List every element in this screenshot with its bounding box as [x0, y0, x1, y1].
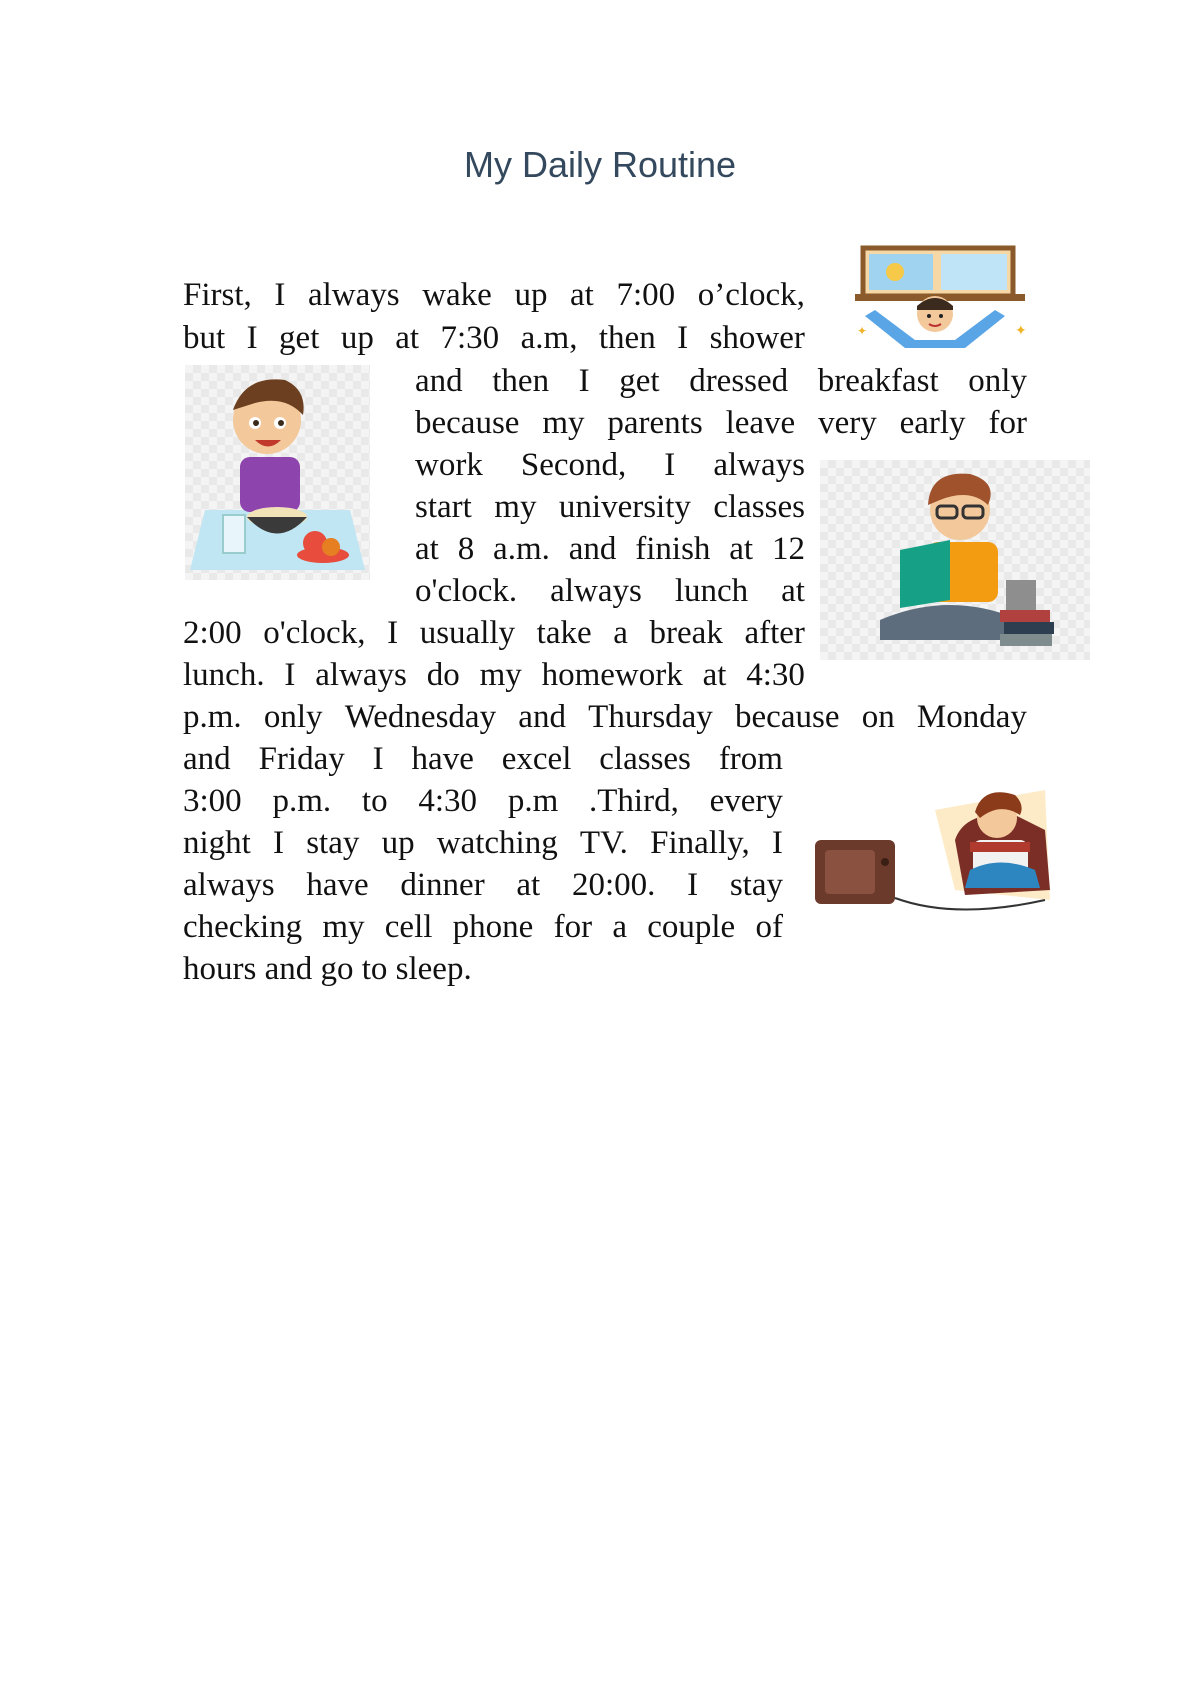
svg-text:✦: ✦ [1015, 324, 1027, 339]
breakfast-illustration [185, 365, 370, 580]
text-line-1: First, I always wake up at 7:00 o’clock, [183, 277, 805, 313]
text-line-2: but I get up at 7:30 a.m, then I shower [183, 320, 805, 356]
text-line-10: lunch. I always do my homework at 4:30 [183, 657, 805, 693]
wake-up-illustration [855, 240, 1035, 350]
text-line-13: 3:00 p.m. to 4:30 p.m .Third, every [183, 783, 783, 819]
text-line-16: checking my cell phone for a couple of [183, 909, 783, 945]
text-line-5: work Second, I always [415, 447, 805, 483]
text-line-8: o'clock. always lunch at [415, 573, 805, 609]
text-line-11: p.m. only Wednesday and Thursday because on Monday [183, 699, 1027, 735]
text-line-9: 2:00 o'clock, I usually take a break after [183, 615, 805, 651]
text-line-7: at 8 a.m. and finish at 12 [415, 531, 805, 567]
svg-text:✦: ✦ [857, 324, 868, 338]
text-line-4: because my parents leave very early for [415, 405, 1027, 441]
tv-illustration [815, 770, 1085, 925]
text-line-14: night I stay up watching TV. Finally, I [183, 825, 783, 861]
text-line-12: and Friday I have excel classes from [183, 741, 783, 777]
text-line-6: start my university classes [415, 489, 805, 525]
text-line-3: and then I get dressed breakfast only [415, 363, 1027, 399]
studying-illustration [820, 460, 1090, 660]
page-title: My Daily Routine [463, 144, 737, 185]
text-line-17: hours and go to sleep. [183, 951, 472, 987]
text-line-15: always have dinner at 20:00. I stay [183, 867, 783, 903]
